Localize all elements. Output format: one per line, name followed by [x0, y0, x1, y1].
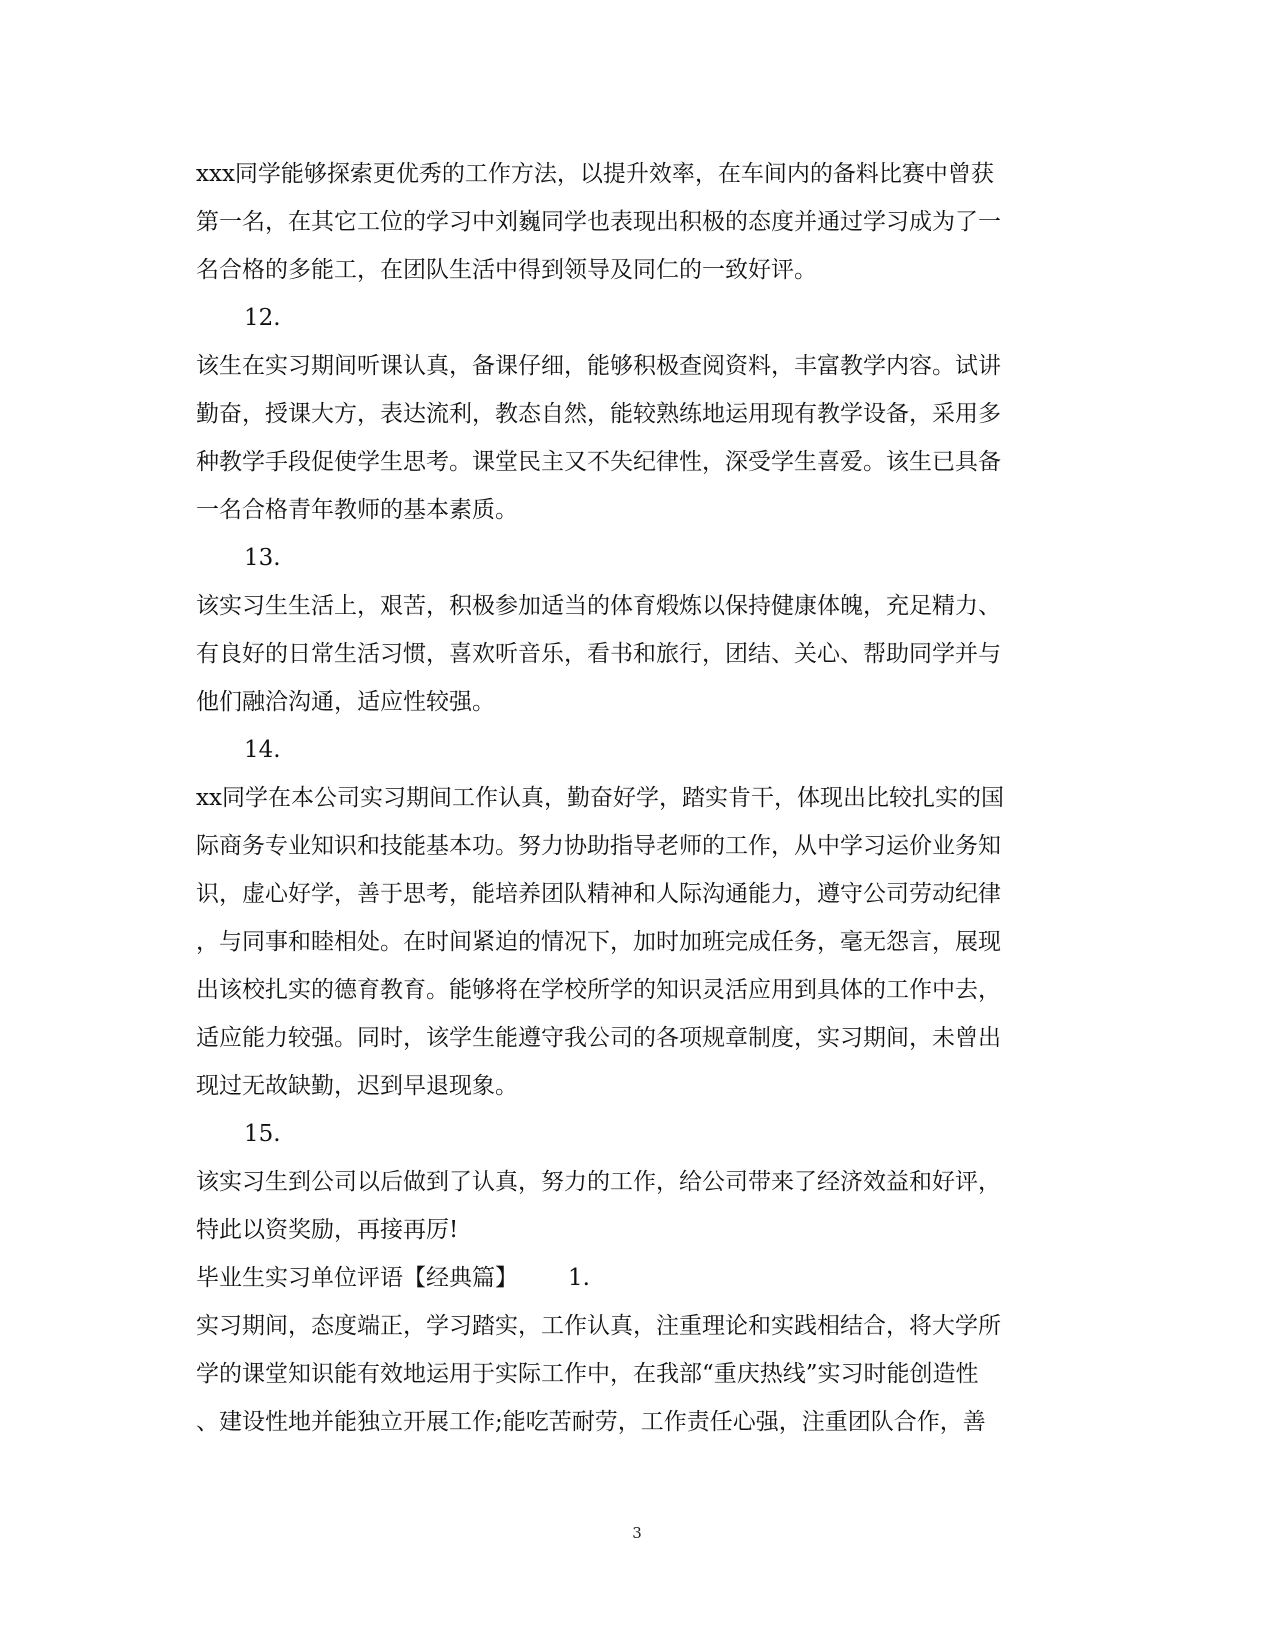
section-classic: [196, 1254, 1076, 1446]
document-body: [196, 150, 1076, 1446]
section-title: 毕业生实习单位评语【经典篇】: [196, 1265, 518, 1291]
item-number: 13.: [244, 545, 281, 571]
text-line: 第一名，在其它工位的学习中刘巍同学也表现出积极的态度并通过学习成为了一: [196, 209, 1001, 235]
text-line: 现过无故缺勤，迟到早退现象。: [196, 1073, 518, 1099]
text-line: 实习期间，态度端正，学习踏实，工作认真，注重理论和实践相结合，将大学所: [196, 1313, 1001, 1339]
text-line: 该生在实习期间听课认真，备课仔细，能够积极查阅资料，丰富教学内容。试讲: [196, 353, 1001, 379]
text-line: 名合格的多能工，在团队生活中得到领导及同仁的一致好评。: [196, 257, 817, 283]
text-line: xx同学在本公司实习期间工作认真，勤奋好学，踏实肯干，体现出比较扎实的国: [196, 785, 1004, 811]
text-line: 有良好的日常生活习惯，喜欢听音乐，看书和旅行，团结、关心、帮助同学并与: [196, 641, 1001, 667]
item-13: [196, 534, 1076, 726]
text-line: 一名合格青年教师的基本素质。: [196, 497, 518, 523]
section-heading: [196, 1254, 1076, 1302]
page-number: 3: [632, 1524, 642, 1542]
text-line: xxx同学能够探索更优秀的工作方法，以提升效率，在车间内的备料比赛中曾获: [196, 161, 994, 187]
text-line: 适应能力较强。同时，该学生能遵守我公司的各项规章制度，实习期间，未曾出: [196, 1025, 1001, 1051]
text-line: ，与同事和睦相处。在时间紧迫的情况下，加时加班完成任务，毫无怨言，展现: [196, 929, 1001, 955]
item-number: 15.: [244, 1121, 281, 1147]
text-line: 该实习生生活上，艰苦，积极参加适当的体育煅炼以保持健康体魄，充足精力、: [196, 593, 1001, 619]
item-number: 14.: [244, 737, 281, 763]
item-14: [196, 726, 1076, 1110]
text-line: 际商务专业知识和技能基本功。努力协助指导老师的工作，从中学习运价业务知: [196, 833, 1001, 859]
text-line: 他们融洽沟通，适应性较强。: [196, 689, 495, 715]
text-line: 特此以资奖励，再接再厉!: [196, 1217, 459, 1243]
text-line: 勤奋，授课大方，表达流利，教态自然，能较熟练地运用现有教学设备，采用多: [196, 401, 1001, 427]
text-line: 学的课堂知识能有效地运用于实际工作中，在我部“重庆热线”实习时能创造性: [196, 1361, 979, 1387]
item-number: 1.: [568, 1265, 590, 1291]
text-line: 识，虚心好学，善于思考，能培养团队精神和人际沟通能力，遵守公司劳动纪律: [196, 881, 1001, 907]
item-12: [196, 294, 1076, 534]
text-line: 、建设性地并能独立开展工作;能吃苦耐劳，工作责任心强，注重团队合作，善: [196, 1409, 986, 1435]
text-line: 出该校扎实的德育教育。能够将在学校所学的知识灵活应用到具体的工作中去，: [196, 977, 1001, 1003]
text-line: 种教学手段促使学生思考。课堂民主又不失纪律性，深受学生喜爱。该生已具备: [196, 449, 1001, 475]
item-number: 12.: [244, 305, 281, 331]
paragraph-11: [196, 150, 1076, 294]
text-line: 该实习生到公司以后做到了认真，努力的工作，给公司带来了经济效益和好评，: [196, 1169, 1001, 1195]
item-15: [196, 1110, 1076, 1254]
